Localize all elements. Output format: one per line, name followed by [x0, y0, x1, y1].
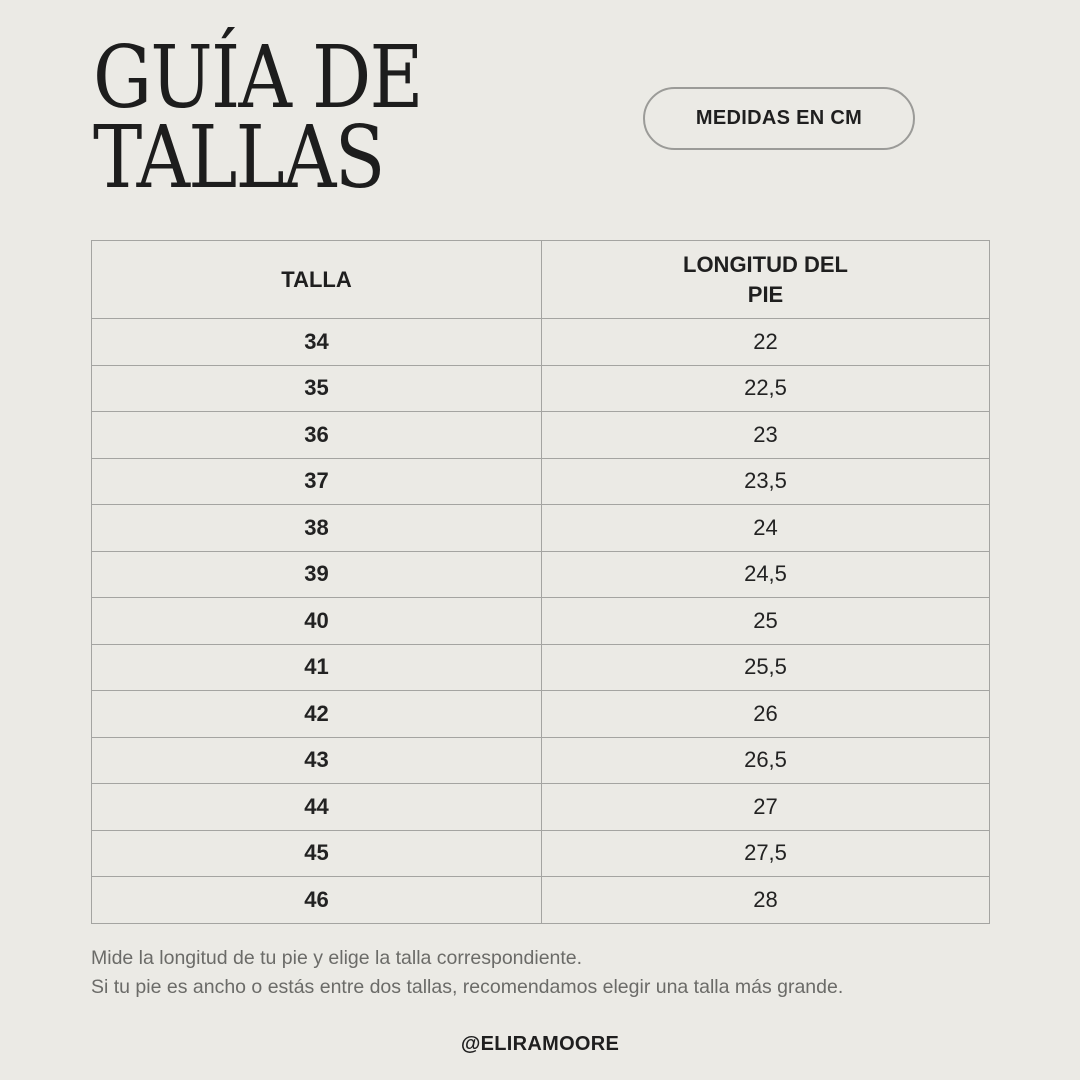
- size-cell: 44: [92, 784, 542, 831]
- size-cell: 40: [92, 598, 542, 645]
- table-row: [92, 784, 990, 831]
- table-row: [92, 691, 990, 738]
- sizing-note-line1: Mide la longitud de tu pie y elige la talla correspondiente.: [91, 947, 583, 969]
- table-row: [92, 412, 990, 459]
- foot-length-cell: 22,5: [542, 365, 990, 412]
- foot-length-cell: 27: [542, 784, 990, 831]
- units-badge: MEDIDAS EN CM: [643, 87, 915, 150]
- table-row: [92, 551, 990, 598]
- table-row: [92, 830, 990, 877]
- column-header-foot-length: LONGITUD DEL PIE: [542, 241, 990, 319]
- foot-length-cell: 24: [542, 505, 990, 552]
- size-cell: 41: [92, 644, 542, 691]
- size-cell: 34: [92, 319, 542, 366]
- size-cell: 43: [92, 737, 542, 784]
- page-title-line2: TALLAS: [93, 108, 384, 208]
- foot-length-cell: 23,5: [542, 458, 990, 505]
- table-row: [92, 644, 990, 691]
- size-cell: 39: [92, 551, 542, 598]
- foot-length-cell: 25: [542, 598, 990, 645]
- size-cell: 46: [92, 877, 542, 924]
- size-table: [91, 240, 990, 924]
- size-cell: 35: [92, 365, 542, 412]
- table-header-row: [92, 241, 990, 319]
- table-body: [92, 319, 990, 924]
- foot-length-cell: 25,5: [542, 644, 990, 691]
- foot-length-cell: 26: [542, 691, 990, 738]
- size-cell: 42: [92, 691, 542, 738]
- size-cell: 45: [92, 830, 542, 877]
- table-row: [92, 458, 990, 505]
- foot-length-cell: 28: [542, 877, 990, 924]
- table-row: [92, 505, 990, 552]
- sizing-note: [91, 944, 843, 1002]
- table-row: [92, 365, 990, 412]
- table-row: [92, 598, 990, 645]
- table-row: [92, 737, 990, 784]
- foot-length-cell: 23: [542, 412, 990, 459]
- foot-length-cell: 22: [542, 319, 990, 366]
- sizing-note-line2: Si tu pie es ancho o estás entre dos tallas, recomendamos elegir una talla más grande.: [91, 976, 844, 998]
- column-header-size: TALLA: [92, 241, 542, 319]
- foot-length-cell: 27,5: [542, 830, 990, 877]
- page-title: [93, 28, 422, 208]
- foot-length-cell: 24,5: [542, 551, 990, 598]
- page-title-line1: GUÍA DE: [93, 28, 422, 128]
- table-row: [92, 877, 990, 924]
- table-row: [92, 319, 990, 366]
- size-cell: 36: [92, 412, 542, 459]
- size-cell: 38: [92, 505, 542, 552]
- size-cell: 37: [92, 458, 542, 505]
- social-handle: @ELIRAMOORE: [460, 1033, 620, 1055]
- foot-length-cell: 26,5: [542, 737, 990, 784]
